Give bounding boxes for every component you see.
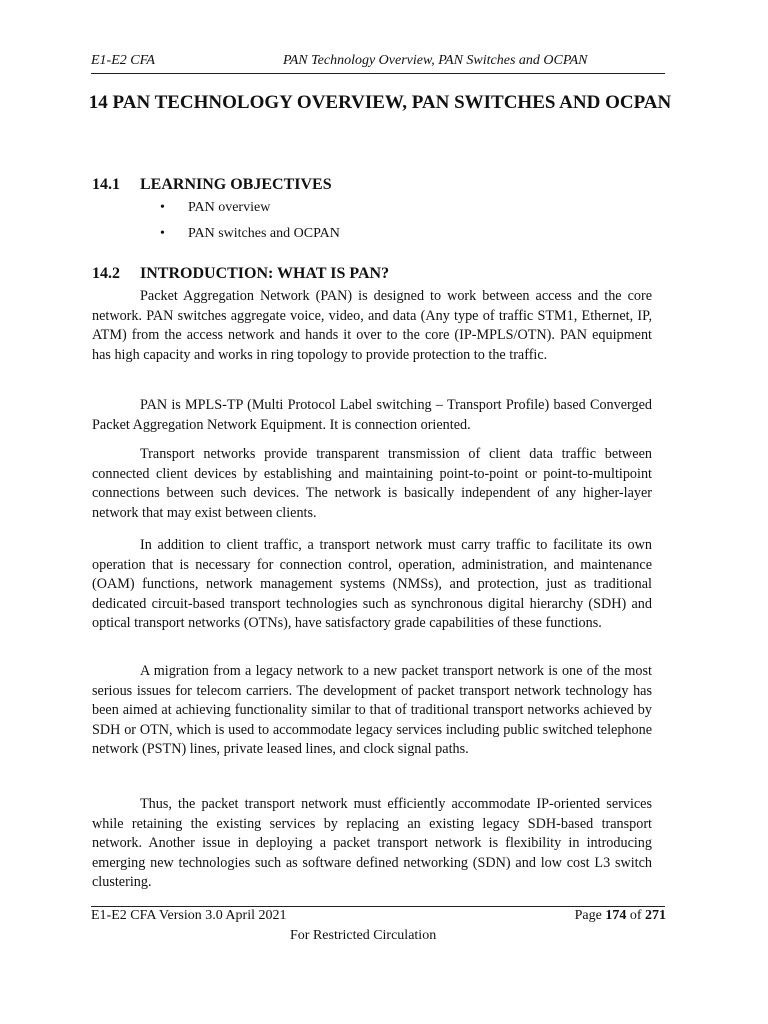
section-title: INTRODUCTION: WHAT IS PAN? [140, 265, 390, 282]
page-label: Page [574, 908, 602, 923]
header-left: E1-E2 CFA [91, 53, 155, 68]
footer-rule [91, 906, 665, 907]
list-item-text: PAN switches and OCPAN [188, 226, 340, 241]
page-of: of [629, 908, 642, 923]
page-total: 271 [645, 908, 666, 923]
page-current: 174 [605, 908, 627, 923]
paragraph: Packet Aggregation Network (PAN) is designed to work between access and the core network. PAN switches aggregate voice, video, and data (Any type of traffic STM1, Ethernet, IP, ATM) from the access network and hands it over to the core (IP-MPLS/OTN). PAN equipment has high capacity and works in ring topology to provide protection to the traffic. [92, 288, 652, 363]
section-heading-learning-objectives [92, 176, 332, 194]
paragraph: Transport networks provide transparent transmission of client data traffic between connected client devices by establishing and maintaining point-to-point or point-to-multipoint connections between such devices. The network is basically independent of any higher-layer network that may exist between clients. [92, 446, 652, 521]
section-number: 14.1 [92, 176, 120, 193]
list-item-text: PAN overview [188, 200, 271, 215]
bullet-icon: • [160, 226, 165, 241]
header-rule [91, 73, 665, 74]
page-number [575, 908, 666, 924]
paragraph: Thus, the packet transport network must efficiently accommodate IP-oriented services while retaining the existing services by replacing an existing legacy SDH-based transport network. Another issue in deploying a packet transport network is flexibility in introducing emerging new technologies such as software defined networking (SDN) and low cost L3 switch clustering. [92, 796, 652, 891]
paragraph: PAN is MPLS-TP (Multi Protocol Label switching – Transport Profile) based Converged Packet Aggregation Network Equipment. It is connection oriented. [92, 397, 652, 433]
paragraph: A migration from a legacy network to a new packet transport network is one of the most serious issues for telecom carriers. The development of packet transport network technology has been aimed at achieving functionality similar to that of traditional transport networks achieved by SDH or OTN, which is used to accommodate legacy services including public switched telephone network (PSTN) lines, private leased lines, and clock signal paths. [92, 663, 652, 758]
paragraph: In addition to client traffic, a transport network must carry traffic to facilitate its own operation that is necessary for connection control, operation, administration, and maintenance (OAM) functions, network management systems (NMSs), and protection, just as traditional dedicated circuit-based transport technologies such as synchronous digital hierarchy (SDH) and optical transport networks (OTNs), have satisfactory grade capabilities of these functions. [92, 537, 652, 632]
header-right: PAN Technology Overview, PAN Switches and OCPAN [283, 53, 588, 68]
footer-version: E1-E2 CFA Version 3.0 April 2021 [91, 908, 287, 923]
list-item [160, 226, 340, 242]
section-heading-introduction [92, 265, 389, 283]
section-number: 14.2 [92, 265, 120, 282]
chapter-title: 14 PAN TECHNOLOGY OVERVIEW, PAN SWITCHES AND OCPAN [88, 92, 672, 113]
bullet-icon: • [160, 200, 165, 215]
list-item [160, 200, 270, 216]
footer-circulation: For Restricted Circulation [290, 928, 437, 943]
section-title: LEARNING OBJECTIVES [140, 176, 332, 193]
